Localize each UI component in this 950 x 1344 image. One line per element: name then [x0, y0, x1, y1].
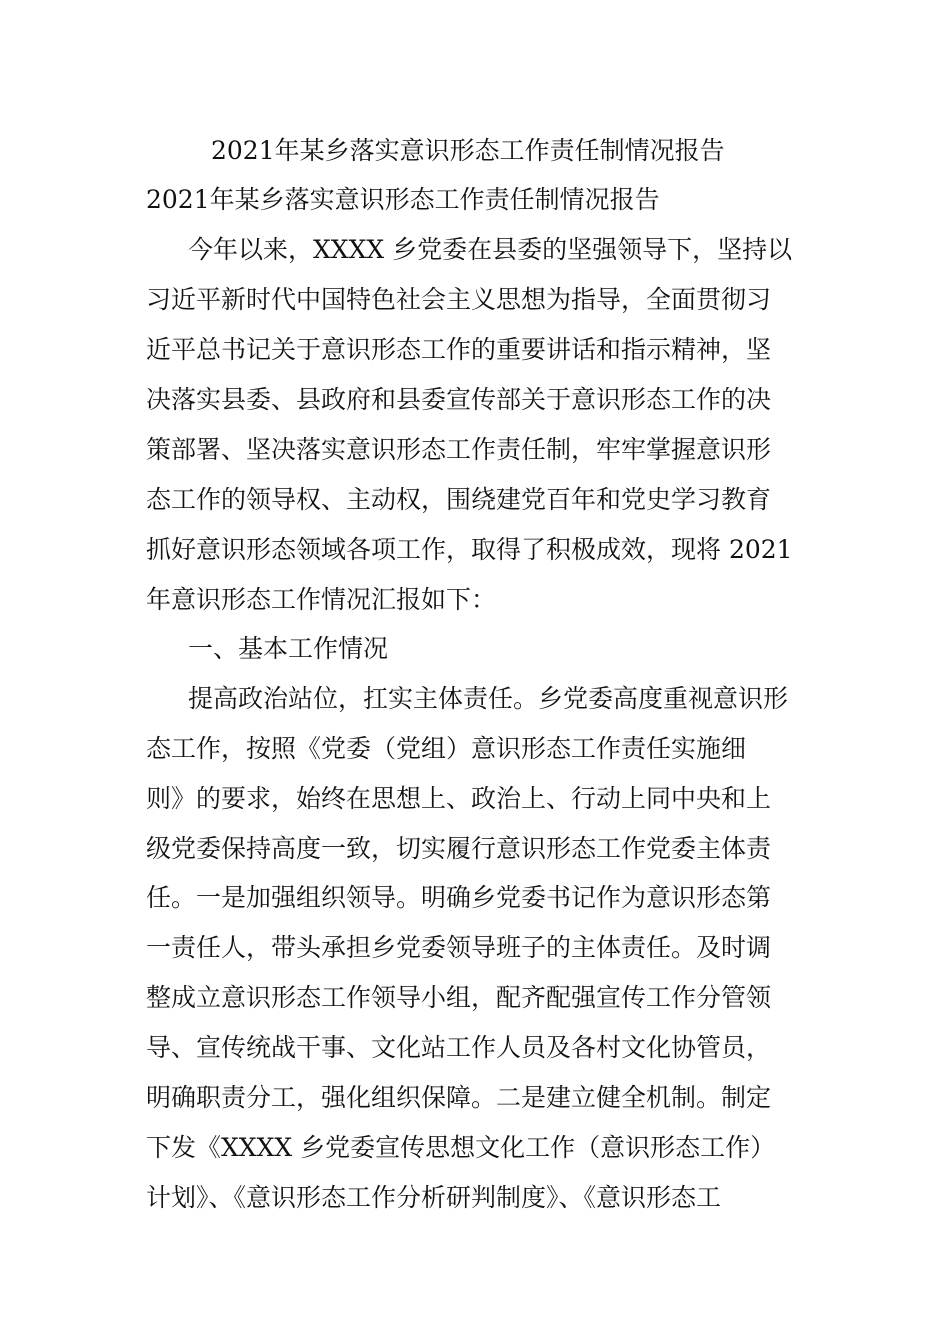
paragraph-line: 今年以来，XXXX 乡党委在县委的坚强领导下，坚持以 [188, 235, 793, 264]
paragraph-line: 下发《XXXX 乡党委宣传思想文化工作（意识形态工作） [146, 1133, 776, 1162]
paragraph-line: 近平总书记关于意识形态工作的重要讲话和指示精神，坚 [146, 335, 772, 364]
paragraph-line: 一责任人，带头承担乡党委领导班子的主体责任。及时调 [146, 933, 772, 962]
paragraph-line: 整成立意识形态工作领导小组，配齐配强宣传工作分管领 [146, 983, 772, 1012]
paragraph-line: 习近平新时代中国特色社会主义思想为指导，全面贯彻习 [146, 285, 772, 314]
paragraph-line: 级党委保持高度一致，切实履行意识形态工作党委主体责 [146, 834, 772, 863]
paragraph-line: 年意识形态工作情况汇报如下： [146, 585, 497, 614]
paragraph-line: 提高政治站位，扛实主体责任。乡党委高度重视意识形 [188, 684, 789, 713]
paragraph-line: 计划》、《意识形态工作分析研判制度》、《意识形态工 [146, 1183, 722, 1212]
paragraph-line: 决落实县委、县政府和县委宣传部关于意识形态工作的决 [146, 385, 772, 414]
paragraph-line: 态工作的领导权、主动权，围绕建党百年和党史学习教育 [146, 485, 772, 514]
document-title: 2021年某乡落实意识形态工作责任制情况报告 [211, 136, 725, 165]
paragraph-line: 抓好意识形态领域各项工作，取得了积极成效，现将 2021 [146, 535, 793, 564]
paragraph-line: 则》的要求，始终在思想上、政治上、行动上同中央和上 [146, 784, 772, 813]
section-heading: 一、基本工作情况 [188, 634, 389, 663]
paragraph-line: 明确职责分工，强化组织保障。二是建立健全机制。制定 [146, 1083, 772, 1112]
paragraph-line: 任。一是加强组织领导。明确乡党委书记作为意识形态第 [146, 883, 772, 912]
paragraph-line: 策部署、坚决落实意识形态工作责任制，牢牢掌握意识形 [146, 435, 772, 464]
document-subtitle: 2021年某乡落实意识形态工作责任制情况报告 [146, 185, 660, 214]
paragraph-line: 导、宣传统战干事、文化站工作人员及各村文化协管员， [146, 1033, 772, 1062]
paragraph-line: 态工作，按照《党委（党组）意识形态工作责任实施细 [146, 734, 747, 763]
